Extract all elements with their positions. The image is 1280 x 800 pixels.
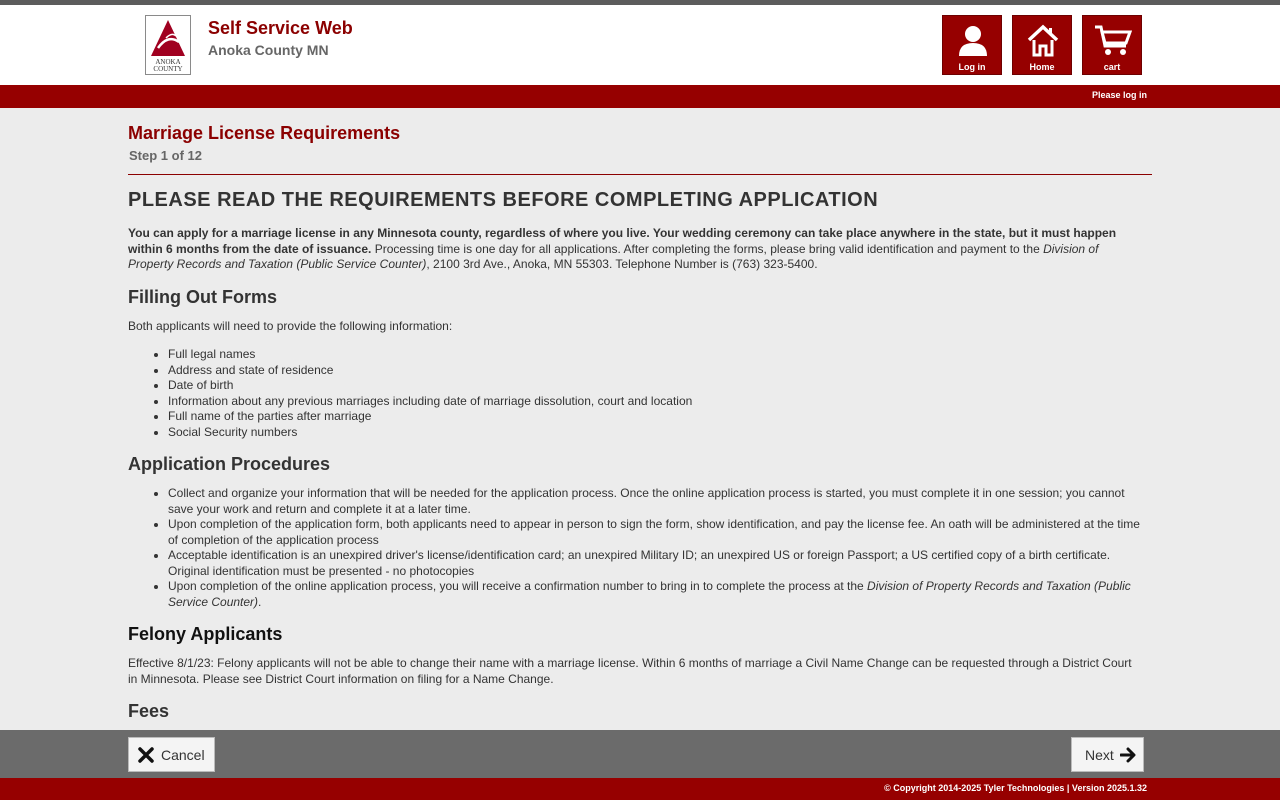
procedures-heading: Application Procedures [128, 454, 331, 474]
intro-text: Processing time is one day for all applications. After completing the forms, please bring valid identification and payment to the [371, 241, 1044, 256]
login-button[interactable] [942, 15, 1002, 75]
intro-paragraph [128, 226, 1144, 273]
list-item: • Full name of the parties after marriage [168, 409, 1144, 425]
felony-text: Effective 8/1/23: Felony applicants will not be able to change their name with a marriage license. Within 6 months of marriage a Civil Name Change can be requested through a District Court in Minnesota. Please see District Court information on filing for a Name Change. [128, 656, 1132, 686]
list-item: • Upon completion of the application form, both applicants need to appear in person to sign the form, show identification, and pay the license fee. An oath will be administered at the time of completion of the application process [168, 517, 1144, 548]
status-bar [0, 85, 1280, 108]
logo-graphic [146, 16, 190, 74]
app-subtitle: Anoka County MN [208, 42, 329, 58]
requirements-body [128, 187, 1144, 730]
procedures-list [168, 486, 1144, 610]
requirements-heading: PLEASE READ THE REQUIREMENTS BEFORE COMPLETING APPLICATION [128, 189, 879, 211]
cancel-button[interactable] [128, 737, 215, 772]
copyright-text: © Copyright 2014-2025 Tyler Technologies | Version 2025.1.32 [884, 783, 1147, 793]
copyright-bar [0, 778, 1280, 800]
filling-forms-heading: Filling Out Forms [128, 286, 277, 307]
intro-office: Division of Property Records and Taxation (Public Service Counter) [128, 241, 1099, 271]
user-icon [957, 24, 989, 58]
list-item: • Date of birth [168, 378, 1144, 394]
app-title[interactable]: Self Service Web [208, 18, 353, 38]
cart-button[interactable] [1082, 15, 1142, 75]
procedure-end: . [258, 594, 262, 609]
list-item: • Acceptable identification is an unexpired driver's license/identification card; an unexpired Military ID; an unexpired US or foreign Passport; a US certified copy of a birth certificate. Original identification must be presented - no photocopies [168, 548, 1144, 579]
footer-nav [0, 730, 1280, 778]
list-item [168, 579, 1144, 610]
cancel-label: Cancel [161, 747, 205, 763]
home-label: Home [1029, 62, 1055, 72]
procedure-text: Upon completion of the online application process, you will receive a confirmation number to bring in to complete the process at the [168, 579, 868, 593]
felony-heading: Felony Applicants [128, 624, 283, 644]
svg-text:COUNTY: COUNTY [153, 65, 183, 73]
main-content [128, 108, 1152, 730]
filling-forms-list [168, 347, 1144, 440]
page-title: Marriage License Requirements [128, 123, 401, 143]
login-label: Log in [958, 62, 986, 72]
fees-heading: Fees [128, 701, 170, 721]
step-indicator: Step 1 of 12 [129, 148, 202, 163]
svg-text:ANOKA: ANOKA [155, 58, 181, 66]
intro-bold: You can apply for a marriage license in any Minnesota county, regardless of where you live. Your wedding ceremony can take place anywhere in the state, but it must happen within 6 months from the date of issuance. [128, 226, 1117, 256]
next-button[interactable] [1071, 737, 1144, 772]
home-icon [1027, 24, 1059, 58]
list-item: • Information about any previous marriages including date of marriage dissolution, court and location [168, 394, 1144, 410]
list-item: • Social Security numbers [168, 425, 1144, 441]
list-item: • Full legal names [168, 347, 1144, 363]
arrow-right-icon [1120, 747, 1136, 763]
county-logo[interactable] [145, 15, 191, 75]
next-label: Next [1085, 747, 1114, 763]
intro-address: , 2100 3rd Ave., Anoka, MN 55303. Telephone Number is (763) 323-5400. [426, 257, 818, 271]
filling-forms-intro: Both applicants will need to provide the following information: [128, 318, 453, 333]
list-item: • Address and state of residence [168, 363, 1144, 379]
header [0, 5, 1280, 85]
procedure-office: Division of Property Records and Taxation (Public Service Counter) [168, 579, 1131, 609]
divider [128, 174, 1152, 175]
cart-icon [1094, 24, 1132, 58]
cart-label: cart [1103, 62, 1121, 72]
list-item: • Collect and organize your information that will be needed for the application process. Once the online application process is started, you must complete it in one session; you cannot save your work and return and complete it at a later time. [168, 486, 1144, 517]
login-status: Please log in [1091, 90, 1147, 100]
home-button[interactable] [1012, 15, 1072, 75]
close-icon [138, 747, 154, 763]
